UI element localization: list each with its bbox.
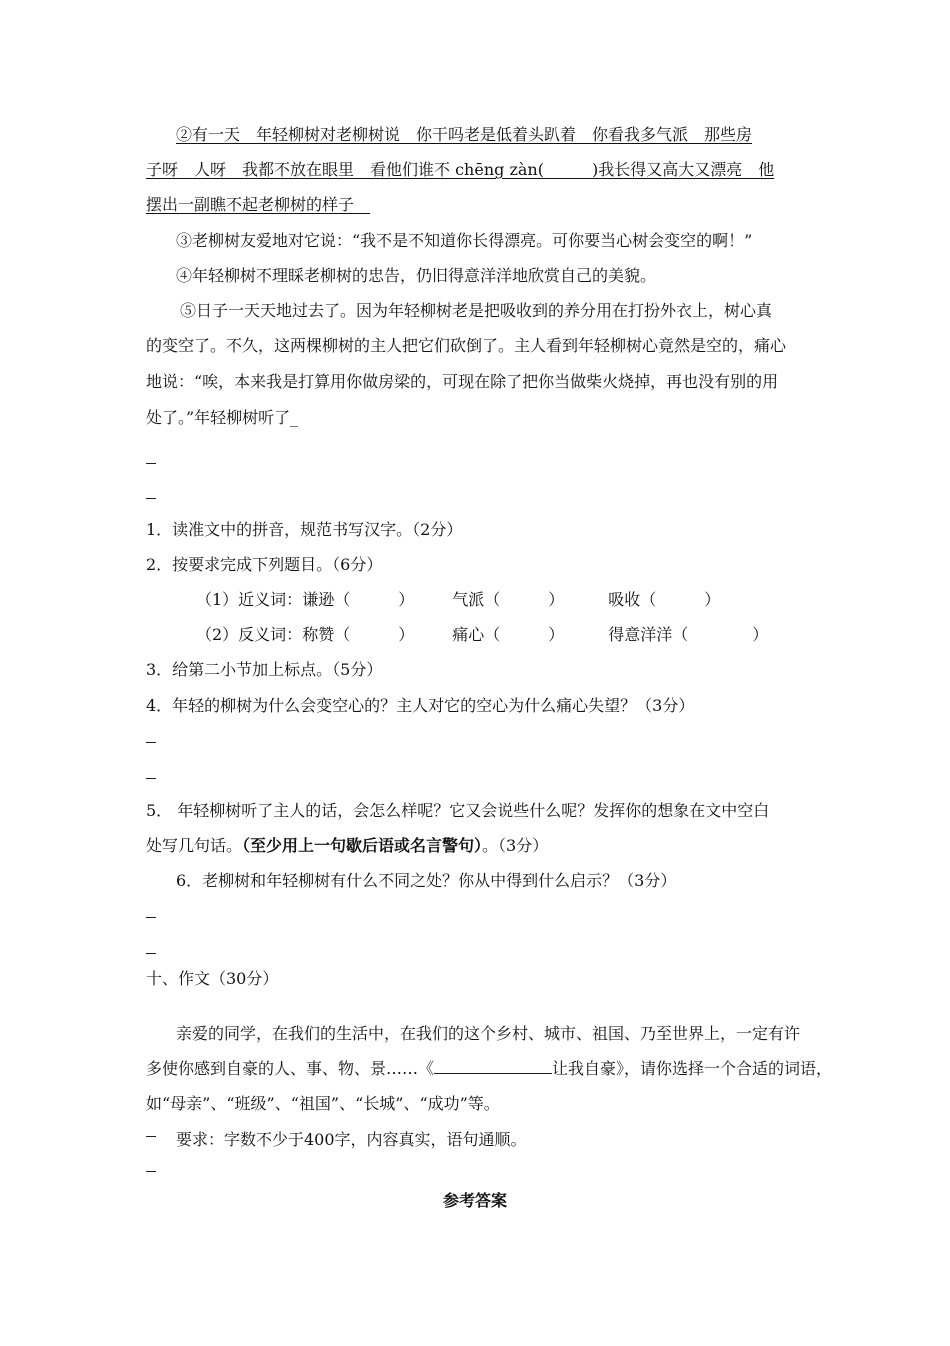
fill-in-blank [434,1059,552,1074]
composition-line2-post: 让我自豪》，请你选择一个合适的词语， [552,1059,833,1078]
answer-key-title: 参考答案 [442,1191,507,1210]
passage-p2-line1: ②有一天 年轻柳树对老柳树说 你干吗老是低着头趴着 你看我多气派 那些房 [176,125,753,144]
question-1: 1．读准文中的拼音，规范书写汉字。（2分） [146,520,463,539]
passage-p2-line2: 子呀 人呀 我都不放在眼里 看他们谁不 chēng zàn( )我长得又高大又漂亮 他 [146,160,775,179]
synonyms-label: （1）近义词： [196,590,303,609]
question-2: 2．按要求完成下列题目。（6分） [146,555,383,574]
answer-line [146,742,156,743]
answer-line [146,1171,156,1172]
answer-line [146,498,156,499]
composition-line2-pre: 多使你感到自豪的人、事、物、景……《 [146,1059,435,1078]
passage-p2-line3: 摆出一副瞧不起老柳树的样子 [146,195,371,214]
passage-p5-line2: 的变空了。不久，这两棵柳树的主人把它们砍倒了。主人看到年轻柳树心竟然是空的，痛心 [146,336,787,355]
answer-line [146,463,156,464]
antonyms-label: （2）反义词： [196,625,303,644]
passage-p5-line3: 地说：“唉，本来我是打算用你做房梁的，可现在除了把你当做柴火烧掉，再也没有别的用 [146,372,779,391]
answer-line [146,778,156,779]
answer-line [146,1136,156,1137]
antonym-item: 称赞（ ） [302,625,415,644]
question-6: 6．老柳树和年轻柳树有什么不同之处？你从中得到什么启示？（3分） [176,871,677,890]
antonym-item: 得意洋洋（ ） [608,625,769,644]
question-5-text: 处写几句话。 [146,836,243,855]
question-3: 3．给第二小节加上标点。（5分） [146,660,383,679]
passage-p3: ③老柳树友爱地对它说：“我不是不知道你长得漂亮。可你要当心树会变空的啊！” [176,231,753,250]
question-4: 4．年轻的柳树为什么会变空心的？主人对它的空心为什么痛心失望？（3分） [146,696,695,715]
synonym-item: 气派（ ） [452,590,565,609]
question-5-emphasis: （至少用上一句歇后语或名言警句） [242,836,483,855]
composition-line1: 亲爱的同学，在我们的生活中，在我们的这个乡村、城市、祖国、乃至世界上，一定有许 [176,1024,801,1043]
composition-line3: 如“母亲”、“班级”、“祖国”、“长城”、“成功”等。 [146,1094,500,1113]
passage-p5-line4: 处了。”年轻柳树听了_ [146,408,299,427]
passage-p4: ④年轻柳树不理睬老柳树的忠告，仍旧得意洋洋地欣赏自己的美貌。 [176,266,657,285]
answer-line [146,953,156,954]
question-2-synonyms [196,590,856,610]
question-5-score: 。（3分） [482,836,549,855]
question-5-line2 [146,836,806,856]
passage-p5-line1: ⑤日子一天天地过去了。因为年轻柳树老是把吸收到的养分用在打扮外衣上，树心真 [180,301,773,320]
synonym-item: 吸收（ ） [608,590,721,609]
answer-line [146,917,156,918]
synonym-item: 谦逊（ ） [302,590,415,609]
composition-heading: 十、作文（30分） [146,969,279,988]
composition-line2 [146,1059,833,1079]
composition-requirement: 要求：字数不少于400字，内容真实，语句通顺。 [176,1130,527,1149]
question-5-line1: 5． 年轻柳树听了主人的话，会怎么样呢？它又会说些什么呢？发挥你的想象在文中空白 [146,801,770,820]
antonym-item: 痛心（ ） [452,625,565,644]
question-2-antonyms [196,625,856,645]
